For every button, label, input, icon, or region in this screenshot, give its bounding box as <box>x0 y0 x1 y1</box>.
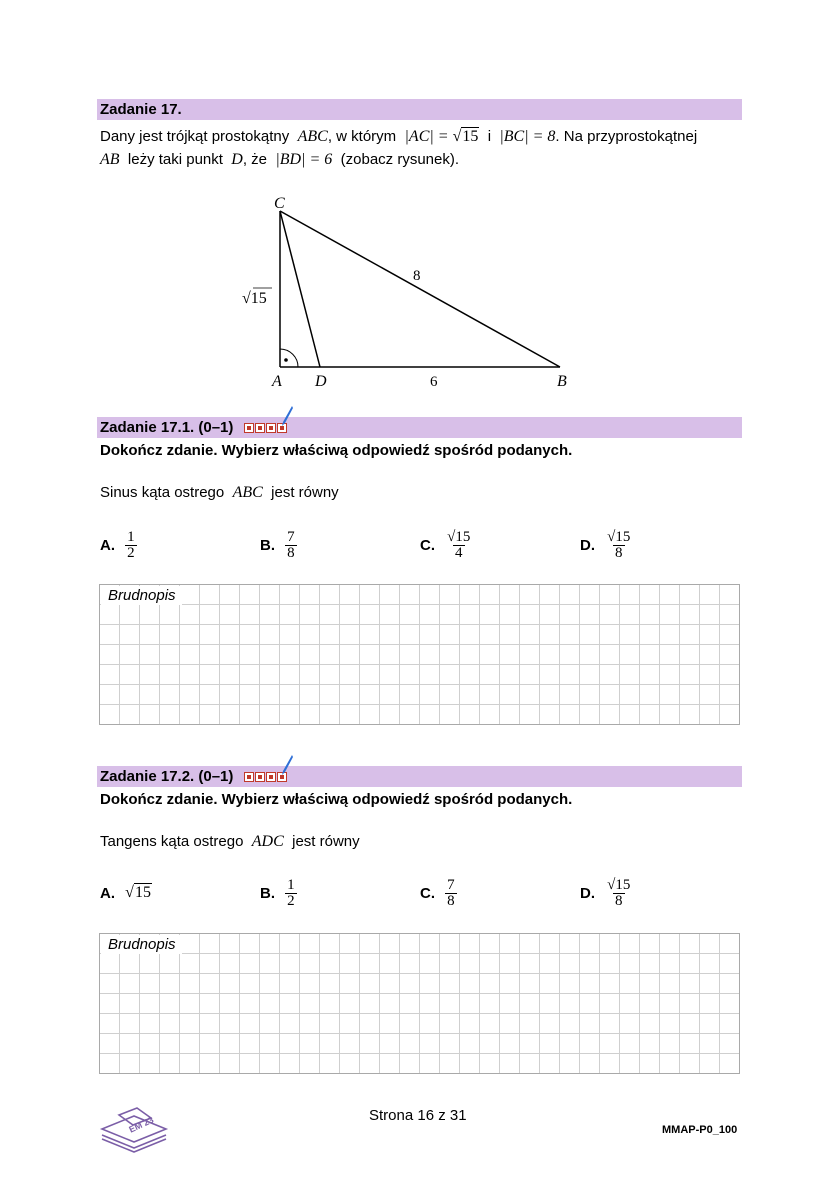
label-a: A <box>272 373 282 390</box>
triangle-figure <box>230 190 590 400</box>
label-c: C <box>274 195 285 212</box>
scratchpad-17-1[interactable] <box>99 584 740 725</box>
right-angle-dot <box>284 358 288 362</box>
pen-icon <box>280 405 294 427</box>
task17-2-option-d[interactable]: D. $\frac{√15}{8}$ <box>580 877 631 909</box>
label-b: B <box>557 373 567 390</box>
task17-1-option-a[interactable]: A. $\frac{1}{2}$ <box>100 529 135 561</box>
segment-cd <box>280 211 320 367</box>
svg-text:EM 23: EM 23 <box>127 1114 156 1135</box>
task17-1-stem: Sinus kąta ostrego ABC jest równy <box>100 484 339 501</box>
task17-2-option-c[interactable]: C. $\frac{7}{8}$ <box>420 877 455 909</box>
task-type-icons <box>244 766 288 787</box>
icon-box-2 <box>255 772 265 782</box>
label-leg-ac: √15 <box>242 290 267 307</box>
task17-1-option-d[interactable]: D. $\frac{√15}{8}$ <box>580 529 631 561</box>
task17-1-option-c[interactable]: C. $\frac{√15}{4}$ <box>420 529 471 561</box>
icon-box-3 <box>266 423 276 433</box>
icon-box-1 <box>244 423 254 433</box>
task17-2-stem: Tangens kąta ostrego ADC jest równy <box>100 833 360 850</box>
task17-line1: Dany jest trójkąt prostokątny ABC, w którym |AC| = √15 i |BC| = 8. Na przyprostokątnej <box>100 128 698 145</box>
icon-box-1 <box>244 772 254 782</box>
icon-box-3 <box>266 772 276 782</box>
scratchpad-label: Brudnopis <box>101 586 182 605</box>
exam-code: MMAP-P0_100 <box>662 1124 738 1136</box>
task17-2-header: Zadanie 17.2. (0–1) <box>97 766 742 787</box>
label-d: D <box>315 373 327 390</box>
task17-2-option-b[interactable]: B. $\frac{1}{2}$ <box>260 877 295 909</box>
task-type-icons <box>244 417 288 438</box>
right-angle-mark <box>280 349 298 367</box>
scratchpad-label: Brudnopis <box>101 935 182 954</box>
task17-2-instruction: Dokończ zdanie. Wybierz właściwą odpowiedź spośród podanych. <box>100 791 573 808</box>
icon-box-2 <box>255 423 265 433</box>
task17-header: Zadanie 17. <box>97 99 742 120</box>
task17-line2: AB leży taki punkt D, że |BD| = 6 (zobacz rysunek). <box>100 151 460 168</box>
scratchpad-17-2[interactable] <box>99 933 740 1074</box>
segment-bc <box>280 211 560 367</box>
task17-1-header: Zadanie 17.1. (0–1) <box>97 417 742 438</box>
label-bd: 6 <box>430 374 438 390</box>
page-number: Strona 16 z 31 <box>369 1107 467 1124</box>
task17-1-instruction: Dokończ zdanie. Wybierz właściwą odpowiedź spośród podanych. <box>100 442 573 459</box>
task17-1-option-b[interactable]: B. $\frac{7}{8}$ <box>260 529 295 561</box>
label-hypotenuse: 8 <box>413 268 421 284</box>
em23-logo-icon <box>99 1104 169 1154</box>
pen-icon <box>280 754 294 776</box>
task17-2-option-a[interactable]: A. √15 <box>100 884 151 902</box>
